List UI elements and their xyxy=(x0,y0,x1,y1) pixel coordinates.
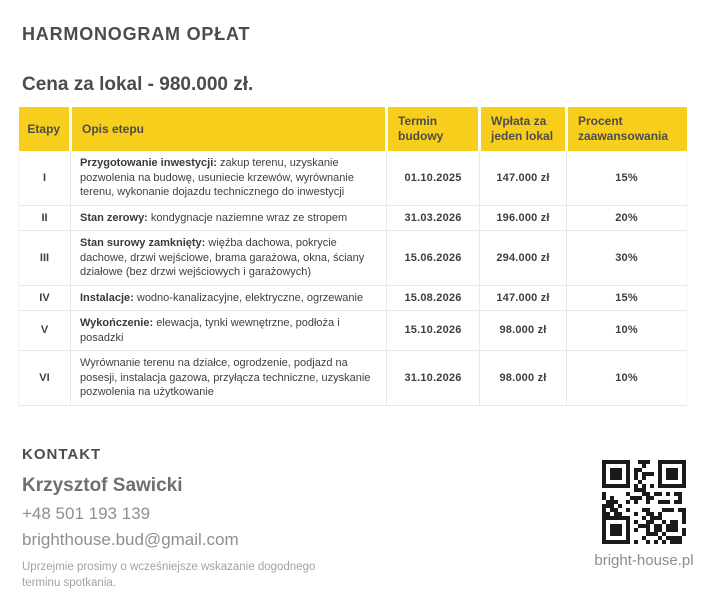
stage-percent: 10% xyxy=(567,351,687,406)
price-subtitle: Cena za lokal - 980.000 zł. xyxy=(22,74,254,95)
stage-description-lead: Stan surowy zamknięty: xyxy=(80,237,206,250)
column-header-opis: Opis etepu xyxy=(71,107,387,151)
stage-description-text: zakup terenu, uzyskanie pozwolenia na budowę, usuniecie krzewów, wyrównanie terenu, wykonanie dojazdu technicznego do inwestycji xyxy=(80,157,354,199)
stage-number: V xyxy=(19,311,71,351)
stage-date: 15.06.2026 xyxy=(387,231,480,286)
contact-name: Krzysztof Sawicki xyxy=(22,475,183,496)
column-header-termin: Termin budowy xyxy=(387,107,480,151)
stage-description-text: Wyrównanie terenu na działce, ogrodzenie, podjazd na posesji, instalacja gazowa, przyłącza techniczne, uzyskanie pozwolenia na użytkowanie xyxy=(80,357,371,399)
stage-date: 01.10.2025 xyxy=(387,151,480,205)
stage-description xyxy=(71,151,387,205)
stage-amount: 147.000 zł xyxy=(480,151,567,205)
contact-email: brighthouse.bud@gmail.com xyxy=(22,530,239,549)
stage-description-lead: Przygotowanie inwestycji: xyxy=(80,157,217,169)
stage-amount: 98.000 zł xyxy=(480,311,567,351)
qr-code xyxy=(601,459,687,545)
contact-note: Uprzejmie prosimy o wcześniejsze wskazanie dogodnego terminu spotkania. xyxy=(22,561,316,589)
stage-description xyxy=(71,311,387,351)
stage-number: VI xyxy=(19,351,71,406)
qr-block xyxy=(590,459,698,569)
stage-amount: 294.000 zł xyxy=(480,231,567,286)
stage-percent: 15% xyxy=(567,151,687,205)
stage-percent: 10% xyxy=(567,311,687,351)
stage-description xyxy=(71,351,387,406)
stage-description xyxy=(71,205,387,231)
stage-amount: 98.000 zł xyxy=(480,351,567,406)
stage-description-text: kondygnacje naziemne wraz ze stropem xyxy=(147,211,348,224)
website-label: bright-house.pl xyxy=(594,552,694,569)
stage-description-lead: Wykończenie: xyxy=(80,317,154,330)
contact-section xyxy=(22,446,332,591)
column-header-procent: Procent zaawansowania xyxy=(567,107,687,151)
table-row xyxy=(19,205,687,231)
stage-date: 15.10.2026 xyxy=(387,311,480,351)
table-row xyxy=(19,285,687,311)
stage-number: III xyxy=(19,231,71,286)
page-title: HARMONOGRAM OPŁAT xyxy=(22,24,251,44)
column-header-etapy: Etapy xyxy=(19,107,71,151)
stage-description xyxy=(71,231,387,286)
contact-phone: +48 501 193 139 xyxy=(22,504,151,523)
table-row xyxy=(19,311,687,351)
table-header-row xyxy=(19,107,687,151)
stage-amount: 196.000 zł xyxy=(480,205,567,231)
stage-description-lead: Instalacje: xyxy=(80,291,134,304)
table-row xyxy=(19,351,687,406)
stage-date: 31.03.2026 xyxy=(387,205,480,231)
column-header-wplata: Wpłata za jeden lokal xyxy=(480,107,567,151)
payment-schedule-table xyxy=(18,107,687,406)
stage-date: 15.08.2026 xyxy=(387,285,480,311)
table-row xyxy=(19,231,687,286)
stage-description-text: wodno-kanalizacyjne, elektryczne, ogrzewanie xyxy=(133,291,364,304)
contact-heading: KONTAKT xyxy=(22,446,102,463)
table-row xyxy=(19,151,687,205)
stage-description-lead: Stan zerowy: xyxy=(80,211,148,224)
stage-number: IV xyxy=(19,285,71,311)
stage-number: II xyxy=(19,205,71,231)
stage-number: I xyxy=(19,151,71,205)
stage-percent: 15% xyxy=(567,285,687,311)
stage-percent: 30% xyxy=(567,231,687,286)
stage-date: 31.10.2026 xyxy=(387,351,480,406)
stage-percent: 20% xyxy=(567,205,687,231)
stage-amount: 147.000 zł xyxy=(480,285,567,311)
stage-description-text: elewacja, tynki wewnętrzne, podłoża i posadzki xyxy=(80,317,340,344)
stage-description-text: więźba dachowa, pokrycie dachowe, drzwi wejściowe, brama garażowa, okna, ściany działowe (bez drzwi wejściowych i garażowych) xyxy=(80,237,365,279)
stage-description xyxy=(71,285,387,311)
